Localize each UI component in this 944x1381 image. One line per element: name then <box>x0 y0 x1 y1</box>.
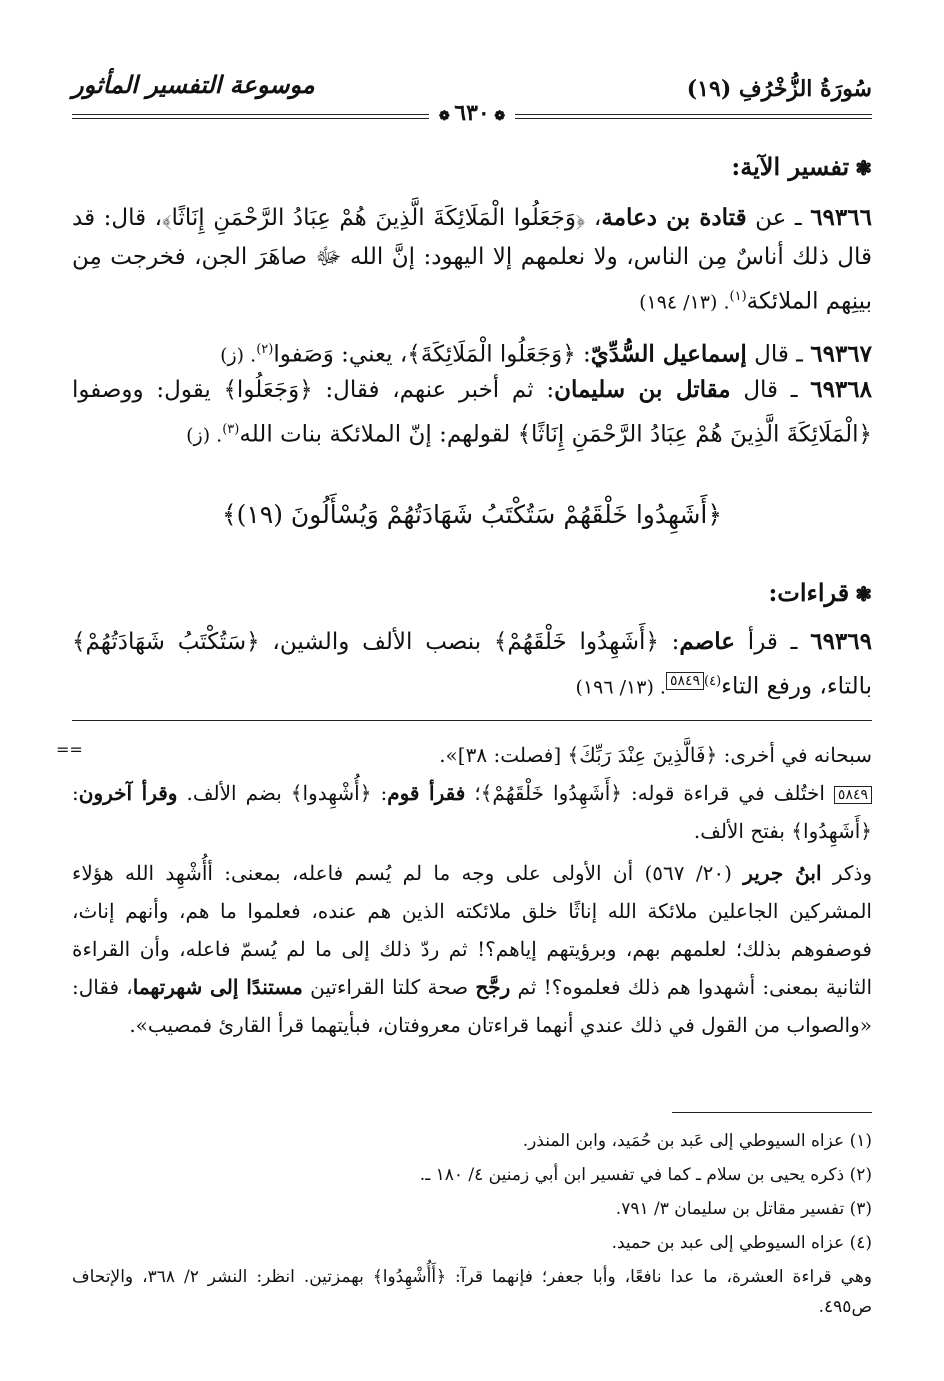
tafsir-heading: ❃تفسير الآية: <box>731 152 872 181</box>
book-title: موسوعة التفسير المأثور <box>72 70 315 99</box>
continuation-mark: == <box>56 740 83 759</box>
note-ref-box: ٥٨٤٩ <box>834 786 872 804</box>
note-continuation: سبحانه في أخرى: ﴿فَالَّذِينَ عِنْدَ رَبِّكَ﴾ [فصلت: ٣٨]». <box>439 743 872 767</box>
footnote-4: (٤) عزاه السيوطي إلى عبد بن حميد. <box>611 1233 872 1253</box>
note-5849: ٥٨٤٩ اختُلف في قراءة قوله: ﴿أَشَهِدُوا خَلْقَهُمْ﴾؛ فقرأ قوم: ﴿أُشْهِدوا﴾ بضم الألف. وقرأ آخرون: ﴿أَشَهِدُوا﴾ بفتح الألف. <box>72 781 872 843</box>
notes-divider <box>72 720 872 721</box>
ornament-icon: ❁ <box>438 109 455 124</box>
entry-69369: ٦٩٣٦٩ ـ قرأ عاصم: ﴿أَشَهِدُوا خَلْقَهُمْ﴾ بنصب الألف والشين، ﴿سَتُكْتَبُ شَهَادَتُهُمْ﴾ بالتاء، ورفع التاء$^{(٤)}$٥٨٤٩. (١٣/ ١٩٦) <box>72 628 872 700</box>
volume-ref: . (ز) <box>186 424 223 447</box>
note-ibn-jarir: وذكر ابنُ جرير (٢٠/ ٥٦٧) أن الأولى على وجه ما لم يُسم فاعله، بمعنى: أأُشْهِد الله هؤلاء المشركين الجاعلين ملائكة الله إناثًا خلق ملائكته الذين هم عنده، فعلموا ما هم، وأنهم إناث، فوصفوهم بذلك؛ لعلمهم بهم، وبرؤيتهم إياهم؟! ثم ردّ ذلك إلى ما لم يُسمّ فاعله، وأن القراءة الثانية بمعنى: أشهدوا هم ذلك فعلموه؟! ثم رجَّح صحة كلتا القراءتين مستندًا إلى شهرتهما، فقال: «والصواب من القول في ذلك عندي أنهما قراءتان معروفتان، فبأيتهما قرأ القارئ فمصيب». <box>72 861 873 1037</box>
footnote-rule <box>672 1112 872 1113</box>
footnote-ref: (٤) <box>704 674 722 689</box>
footnote-4-cont: وهي قراءة العشرة، ما عدا نافعًا، وأبا جعفر؛ فإنهما قرآ: ﴿أَأُشْهِدُوا﴾ بهمزتين. انظر: النشر ٢/ ٣٦٨، والإتحاف ص٤٩٥. <box>72 1267 872 1317</box>
volume-ref: . (١٣/ ١٩٦) <box>575 676 666 699</box>
flower-bullet-icon: ❃ <box>855 156 872 180</box>
ornament-icon: ❁ <box>489 109 506 124</box>
volume-ref: . (ز) <box>220 344 257 367</box>
footnote-3: (٣) تفسير مقاتل بن سليمان ٣/ ٧٩١. <box>615 1199 872 1219</box>
entry-69368: ٦٩٣٦٨ ـ قال مقاتل بن سليمان: ثم أخبر عنهم، فقال: ﴿وَجَعَلُوا﴾ يقول: ووصفوا ﴿الْمَلَائِكَةَ الَّذِينَ هُمْ عِبَادُ الرَّحْمَنِ إِنَاثًا﴾ لقولهم: إنّ الملائكة بنات الله$^{(٣)}$. (ز) <box>72 376 872 448</box>
footnote-ref: (٢) <box>256 342 274 357</box>
footnote-ref: (٣) <box>222 422 240 437</box>
footnote-ref: (١) <box>729 289 747 304</box>
entry-69367: ٦٩٣٦٧ ـ قال إسماعيل السُّدِّيّ: ﴿وَجَعَلُوا الْمَلَائِكَةَ﴾، يعني: وَصَفوا$^{(٢)}$. (ز) <box>220 340 872 368</box>
surah-title: سُورَةُ الزُّخْرُفِ (١٩) <box>686 76 872 102</box>
volume-ref: . (١٣/ ١٩٤) <box>639 291 730 314</box>
quran-verse: ﴿أَشَهِدُوا خَلْقَهُمْ سَتُكْتَبُ شَهَادَتُهُمْ وَيُسْأَلُونَ (١٩)﴾ <box>221 500 723 529</box>
entry-69366: ٦٩٣٦٦ ـ عن قتادة بن دعامة، ﴿وَجَعَلُوا الْمَلَائِكَةَ الَّذِينَ هُمْ عِبَادُ الرَّحْمَنِ إِنَاثًا﴾، قال: قد قال ذلك أناسٌ مِن الناس، ولا نعلمهم إلا اليهود: إنَّ الله ﷻ صاهَرَ الجن، فخرجت مِن بينِهم الملائكة$^{(١)}$. (١٣/ ١٩٤) <box>72 204 872 315</box>
qiraat-heading: ❃قراءات: <box>768 578 872 607</box>
page-number: ❁ ٦٣٠ ❁ <box>429 100 515 126</box>
note-ref-box: ٥٨٤٩ <box>666 672 704 690</box>
flower-bullet-icon: ❃ <box>855 582 872 606</box>
footnote-1: (١) عزاه السيوطي إلى عَبد بن حُمَيد، وابن المنذر. <box>522 1131 872 1151</box>
footnote-2: (٢) ذكره يحيى بن سلام ـ كما في تفسير ابن أبي زمنين ٤/ ١٨٠ ـ. <box>419 1165 872 1185</box>
